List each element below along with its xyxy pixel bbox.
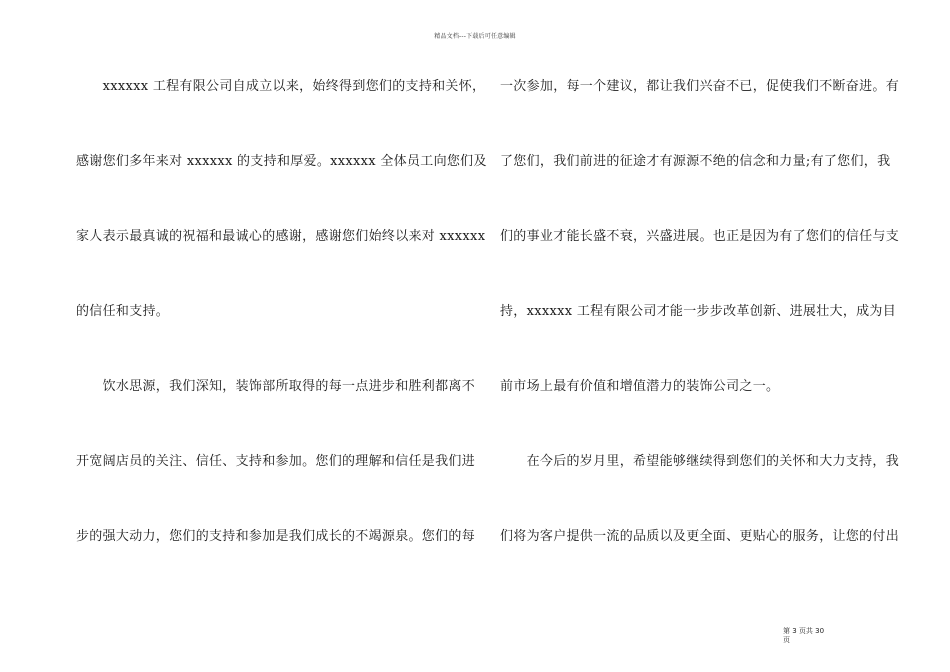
text-line: 的信任和支持。	[76, 304, 170, 319]
page-number	[783, 627, 843, 645]
text-line: 饮水思源，我们深知，装饰部所取得的每一点进步和胜利都离不	[76, 379, 476, 394]
text-line: 感谢您们多年来对 xxxxxx 的支持和厚爱。xxxxxx 全体员工向您们及	[76, 154, 487, 169]
text-line: 们将为客户提供一流的品质以及更全面、更贴心的服务，让您的付出	[500, 529, 900, 544]
page-number-line-1: 第 3 页共 30	[783, 627, 825, 635]
text-line: 持，xxxxxx 工程有限公司才能一步步改革创新、进展壮大，成为目	[500, 304, 897, 319]
text-line: 了您们，我们前进的征途才有源源不绝的信念和力量;有了您们，我	[500, 154, 891, 169]
text-line: 在今后的岁月里，希望能够继续得到您们的关怀和大力支持，我	[500, 454, 900, 469]
text-line: 一次参加，每一个建议，都让我们兴奋不已，促使我们不断奋进。有	[500, 79, 900, 94]
page-number-line-2: 页	[783, 636, 790, 644]
text-line: xxxxxx 工程有限公司自成立以来，始终得到您们的支持和关怀，	[76, 79, 486, 94]
text-line: 开宽阔店员的关注、信任、支持和参加。您们的理解和信任是我们进	[76, 454, 476, 469]
text-line: 前市场上最有价值和增值潜力的装饰公司之一。	[500, 379, 780, 394]
text-line: 家人表示最真诚的祝福和最诚心的感谢，感谢您们始终以来对 xxxxxx	[76, 229, 486, 244]
text-line: 们的事业才能长盛不衰，兴盛进展。也正是因为有了您们的信任与支	[500, 229, 900, 244]
text-line: 步的强大动力，您们的支持和参加是我们成长的不竭源泉。您们的每	[76, 529, 476, 544]
page-header: 精品文档---下载后可任意编辑	[434, 33, 516, 40]
